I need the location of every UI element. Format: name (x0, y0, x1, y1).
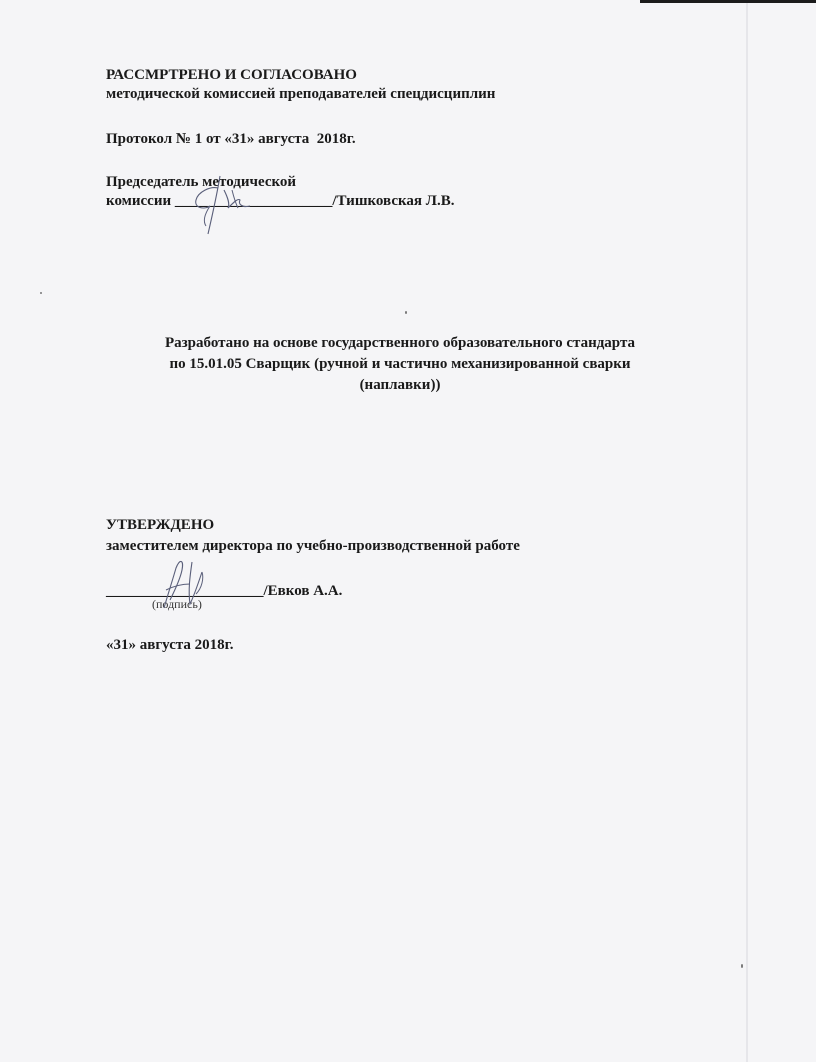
scan-speck (741, 964, 743, 968)
protocol-line: Протокол № 1 от «31» августа 2018г. (106, 131, 356, 147)
approved-underline: _____________________ (106, 583, 264, 599)
standard-block (90, 333, 710, 396)
chairman-name: /Тишковская Л.В. (332, 193, 455, 209)
chairman-underline: _____________________ (174, 193, 333, 209)
signature-caption: (подпись) (152, 597, 202, 611)
approved-heading: УТВЕРЖДЕНО (106, 517, 215, 533)
approved-body: заместителем директора по учебно-производственной работе (106, 538, 520, 554)
chairman-prefix: комиссии (106, 193, 175, 209)
approval-heading: РАССМРТРЕНО И СОГЛАСОВАНО (106, 67, 357, 83)
approval-body: методической комиссией преподавателей спецдисциплин (106, 86, 496, 102)
approved-signature-line (106, 582, 342, 600)
standard-line-3: (наплавки)) (359, 377, 441, 393)
chairman-title: Председатель методической (106, 174, 297, 190)
page-edge (746, 0, 748, 1062)
approved-name: /Евков А.А. (263, 583, 343, 599)
standard-line-2: по 15.01.05 Сварщик (ручной и частично механизированной сварки (169, 356, 631, 372)
scan-speck (40, 292, 42, 294)
scan-speck (405, 311, 407, 314)
chairman-signature (180, 168, 280, 238)
scan-edge (640, 0, 816, 3)
approved-date: «31» августа 2018г. (106, 637, 234, 653)
chairman-signature-line (106, 192, 454, 210)
standard-line-1: Разработано на основе государственного образовательного стандарта (164, 335, 635, 351)
approved-signature (150, 548, 220, 618)
